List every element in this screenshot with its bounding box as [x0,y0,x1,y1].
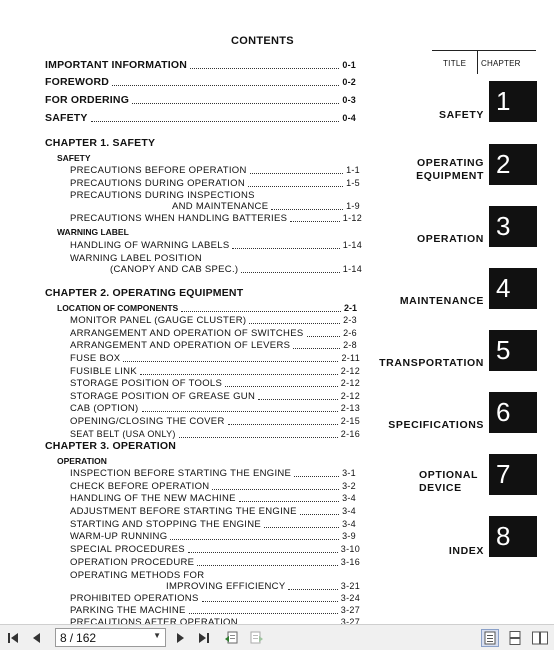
toc-entry[interactable]: CAB (OPTION) 2-13 [70,403,360,414]
toc-entry[interactable] [45,113,356,124]
toc-entry-label[interactable]: PRECAUTIONS DURING INSPECTIONS [70,190,255,201]
section-heading: SAFETY [57,153,91,163]
toc-entry-label: IMPORTANT INFORMATION [45,59,188,71]
chapter-tab-label[interactable]: TRANSPORTATION [379,357,484,369]
total-pages: 162 [76,630,97,645]
toc-entry[interactable]: PRECAUTIONS BEFORE OPERATION 1-1 [70,165,360,176]
chapter-tab-label[interactable]: OPERATING EQUIPMENT [416,157,484,182]
chapter-tab-label[interactable]: OPTIONAL DEVICE [419,469,479,494]
toc-entry-label: FOREWORD [45,76,110,88]
toc-entry[interactable]: INSPECTION BEFORE STARTING THE ENGINE 3-1 [70,468,356,479]
page-separator: / [69,630,74,645]
chapter-tab-label[interactable]: SPECIFICATIONS [388,419,484,431]
toc-entry[interactable]: IMPROVING EFFICIENCY 3-21 [166,581,360,592]
toc-entry[interactable] [45,60,356,71]
toc-entry[interactable]: LOCATION OF COMPONENTS 2-1 [57,303,357,313]
continuous-view-icon[interactable] [507,630,523,646]
dropdown-caret-icon[interactable]: ▼ [153,631,161,640]
toc-entry-page: 0-1 [342,60,356,70]
toc-entry[interactable]: SEAT BELT (USA ONLY) 2-16 [70,429,360,439]
facing-pages-view-icon[interactable] [532,630,548,646]
chapter-heading: CHAPTER 2. OPERATING EQUIPMENT [45,287,244,299]
single-page-view-icon[interactable] [481,629,499,647]
chapter-tab-number[interactable]: 1 [489,81,537,122]
toc-entry-label: SAFETY [45,112,88,124]
prev-page-icon[interactable] [29,630,45,646]
chapter-tab-number[interactable]: 7 [489,454,537,495]
chapter-tab-number[interactable]: 8 [489,516,537,557]
toc-entry[interactable]: AND MAINTENANCE 1-9 [172,201,360,212]
toc-entry[interactable]: OPENING/CLOSING THE COVER 2-15 [70,416,360,427]
chapter-tab-number[interactable]: 2 [489,144,537,185]
toc-entry[interactable]: STARTING AND STOPPING THE ENGINE 3-4 [70,519,356,530]
toc-entry[interactable] [45,95,356,106]
chapter-heading: CHAPTER 1. SAFETY [45,137,156,149]
toc-entry[interactable]: HANDLING OF WARNING LABELS 1-14 [70,240,362,251]
page-title: CONTENTS [231,35,294,47]
go-forward-icon[interactable] [249,630,265,646]
chapter-tab-number[interactable]: 4 [489,268,537,309]
page-number-input[interactable] [55,628,166,647]
toc-entry-page: 0-4 [342,113,356,123]
toc-entry-label[interactable]: OPERATING METHODS FOR [70,570,205,581]
column-header-title: TITLE [443,59,467,68]
section-heading: WARNING LABEL [57,227,129,237]
chapter-tab-label[interactable]: OPERATION [416,233,484,245]
toc-entry[interactable]: PRECAUTIONS DURING OPERATION 1-5 [70,178,360,189]
first-page-icon[interactable] [5,630,21,646]
toc-entry-label: FOR ORDERING [45,94,130,106]
toc-entry[interactable]: MONITOR PANEL (GAUGE CLUSTER) 2-3 [70,315,357,326]
section-heading: OPERATION [57,456,107,466]
toc-entry[interactable]: PROHIBITED OPERATIONS 3-24 [70,593,360,604]
toc-entry[interactable]: PARKING THE MACHINE 3-27 [70,605,360,616]
header-rule [432,50,536,51]
toc-entry[interactable]: FUSE BOX 2-11 [70,353,360,364]
chapter-tab-number[interactable]: 5 [489,330,537,371]
toc-entry[interactable]: (CANOPY AND CAB SPEC.) 1-14 [110,264,362,275]
chapter-tab-label[interactable]: INDEX [448,545,484,557]
chapter-tab-label[interactable]: MAINTENANCE [399,295,484,307]
chapter-heading: CHAPTER 3. OPERATION [45,440,176,452]
chapter-tab-number[interactable]: 6 [489,392,537,433]
toc-entry[interactable]: HANDLING OF THE NEW MACHINE 3-4 [70,493,356,504]
toc-entry[interactable]: STORAGE POSITION OF GREASE GUN 2-12 [70,391,360,402]
toc-entry[interactable]: FUSIBLE LINK 2-12 [70,366,360,377]
toc-entry[interactable]: PRECAUTIONS WHEN HANDLING BATTERIES 1-12 [70,213,362,224]
toc-entry[interactable]: CHECK BEFORE OPERATION 3-2 [70,481,356,492]
header-divider [477,50,478,74]
toc-entry[interactable]: PRECAUTIONS AFTER OPERATION 3-27 [70,617,360,624]
toc-entry[interactable]: OPERATION PROCEDURE 3-16 [70,557,360,568]
next-page-icon[interactable] [172,630,188,646]
chapter-tab-label[interactable]: SAFETY [438,109,484,121]
go-back-icon[interactable] [223,630,239,646]
toc-entry[interactable]: ADJUSTMENT BEFORE STARTING THE ENGINE 3-4 [70,506,356,517]
pdf-viewer-toolbar [0,624,554,650]
column-header-chapter: CHAPTER [481,59,521,68]
chapter-tab-number[interactable]: 3 [489,206,537,247]
toc-entry[interactable]: ARRANGEMENT AND OPERATION OF LEVERS 2-8 [70,340,357,351]
toc-entry[interactable]: ARRANGEMENT AND OPERATION OF SWITCHES 2-6 [70,328,357,339]
last-page-icon[interactable] [196,630,212,646]
toc-entry-label[interactable]: WARNING LABEL POSITION [70,253,203,264]
toc-entry[interactable]: WARM-UP RUNNING 3-9 [70,531,356,542]
current-page: 8 [60,630,67,645]
toc-entry[interactable]: SPECIAL PROCEDURES 3-10 [70,544,360,555]
toc-entry[interactable]: STORAGE POSITION OF TOOLS 2-12 [70,378,360,389]
toc-entry-page: 0-3 [342,95,356,105]
toc-entry-page: 0-2 [342,77,356,87]
toc-entry[interactable] [45,77,356,88]
